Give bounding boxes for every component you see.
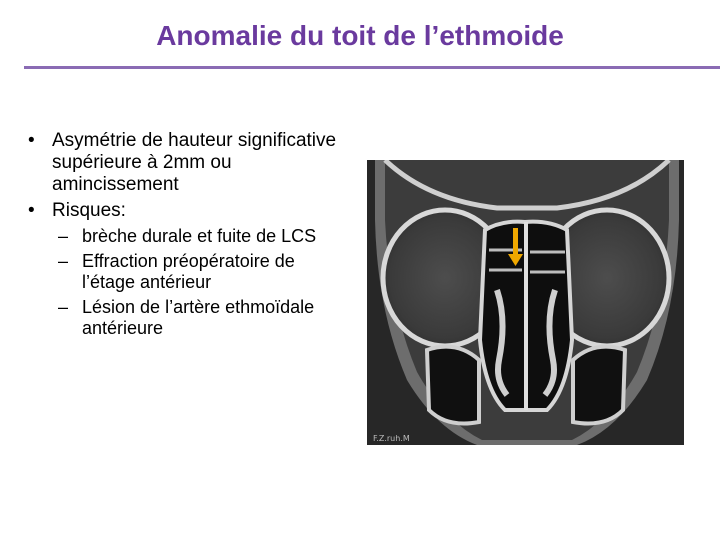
bullet-item xyxy=(26,130,346,196)
bullet-item xyxy=(26,200,346,222)
sub-bullet-text: Effraction préopératoire de l’étage antérieur xyxy=(82,251,295,292)
arrow-icon xyxy=(513,228,518,256)
bullet-glyph: • xyxy=(28,200,35,221)
sub-bullet-item xyxy=(26,297,346,339)
ct-scan-image xyxy=(367,160,684,445)
sub-bullet-item xyxy=(26,226,346,247)
bullet-glyph: • xyxy=(28,130,35,151)
dash-glyph: – xyxy=(58,226,69,246)
sub-bullet-text: brèche durale et fuite de LCS xyxy=(82,226,317,246)
bullet-list xyxy=(26,130,346,343)
dash-glyph: – xyxy=(58,251,69,271)
sub-bullet-text: Lésion de l’artère ethmoïdale antérieure xyxy=(82,297,315,338)
title-divider xyxy=(24,66,720,69)
image-label: F.Z.ruh.M xyxy=(373,434,410,443)
ct-scan-drawing xyxy=(367,160,684,445)
bullet-text: Risques: xyxy=(52,200,126,221)
sub-bullet-item xyxy=(26,251,346,293)
dash-glyph: – xyxy=(58,297,69,317)
slide-title: Anomalie du toit de l’ethmoide xyxy=(156,20,564,51)
bullet-text: Asymétrie de hauteur significative supérieure à 2mm ou amincissement xyxy=(52,130,337,195)
